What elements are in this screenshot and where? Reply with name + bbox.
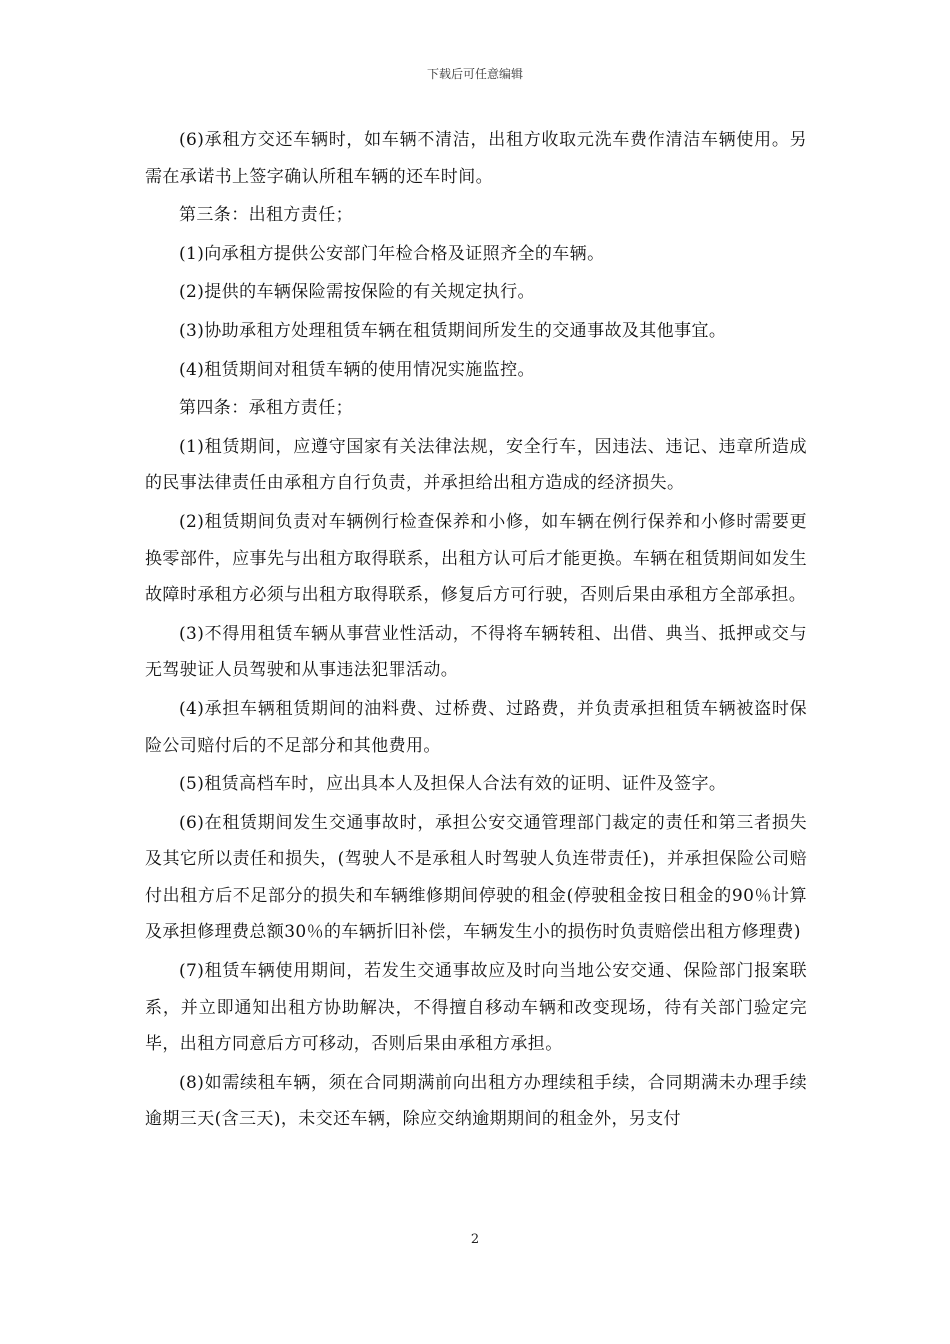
paragraph: (3)协助承租方处理租赁车辆在租赁期间所发生的交通事故及其他事宜。: [179, 320, 727, 341]
paragraph: (7)租赁车辆使用期间，若发生交通事故应及时向当地公安交通、保险部门报案联系，并立即通知出租方协助解决，不得擅自移动车辆和改变现场，待有关部门验定完毕，出租方同意后方可移动，否则后果由承租方承担。: [145, 961, 807, 1055]
document-body: [145, 122, 807, 1140]
page-number: 2: [470, 1232, 480, 1247]
paragraph: (3)不得用租赁车辆从事营业性活动，不得将车辆转租、出借、典当、抵押或交与无驾驶证人员驾驶和从事违法犯罪活动。: [145, 623, 807, 681]
paragraph: (6)在租赁期间发生交通事故时，承担公安交通管理部门裁定的责任和第三者损失及其它所以责任和损失，(驾驶人不是承租人时驾驶人负连带责任)，并承担保险公司赔付出租方后不足部分的损失和车辆维修期间停驶的租金(停驶租金按日租金的90％计算及承担修理费总额30％的车辆折旧补偿，车辆发生小的损伤时负责赔偿出租方修理费): [145, 812, 807, 943]
paragraph: (2)提供的车辆保险需按保险的有关规定执行。: [179, 282, 535, 303]
section-heading: 第三条：出租方责任；: [179, 205, 353, 226]
paragraph: (4)租赁期间对租赁车辆的使用情况实施监控。: [179, 359, 535, 380]
paragraph: (5)租赁高档车时，应出具本人及担保人合法有效的证明、证件及签字。: [179, 774, 727, 795]
paragraph: (6)承租方交还车辆时，如车辆不清洁，出租方收取元洗车费作清洁车辆使用。另需在承诺书上签字确认所租车辆的还车时间。: [145, 130, 807, 187]
paragraph: (1)向承租方提供公安部门年检合格及证照齐全的车辆。: [179, 243, 605, 264]
page-header: 下载后可任意编辑: [426, 67, 523, 81]
paragraph: (8)如需续租车辆，须在合同期满前向出租方办理续租手续，合同期满未办理手续逾期三天(含三天)，未交还车辆，除应交纳逾期期间的租金外，另支付: [145, 1072, 807, 1130]
paragraph: (2)租赁期间负责对车辆例行检查保养和小修，如车辆在例行保养和小修时需要更换零部件，应事先与出租方取得联系，出租方认可后才能更换。车辆在租赁期间如发生故障时承租方必须与出租方取得联系，修复后方可行驶，否则后果由承租方全部承担。: [145, 511, 807, 606]
section-heading: 第四条：承租方责任；: [179, 398, 353, 419]
paragraph: (1)租赁期间，应遵守国家有关法律法规，安全行车，因违法、违记、违章所造成的民事法律责任由承租方自行负责，并承担给出租方造成的经济损失。: [145, 436, 807, 494]
paragraph: (4)承担车辆租赁期间的油料费、过桥费、过路费，并负责承担租赁车辆被盗时保险公司赔付后的不足部分和其他费用。: [145, 698, 807, 756]
